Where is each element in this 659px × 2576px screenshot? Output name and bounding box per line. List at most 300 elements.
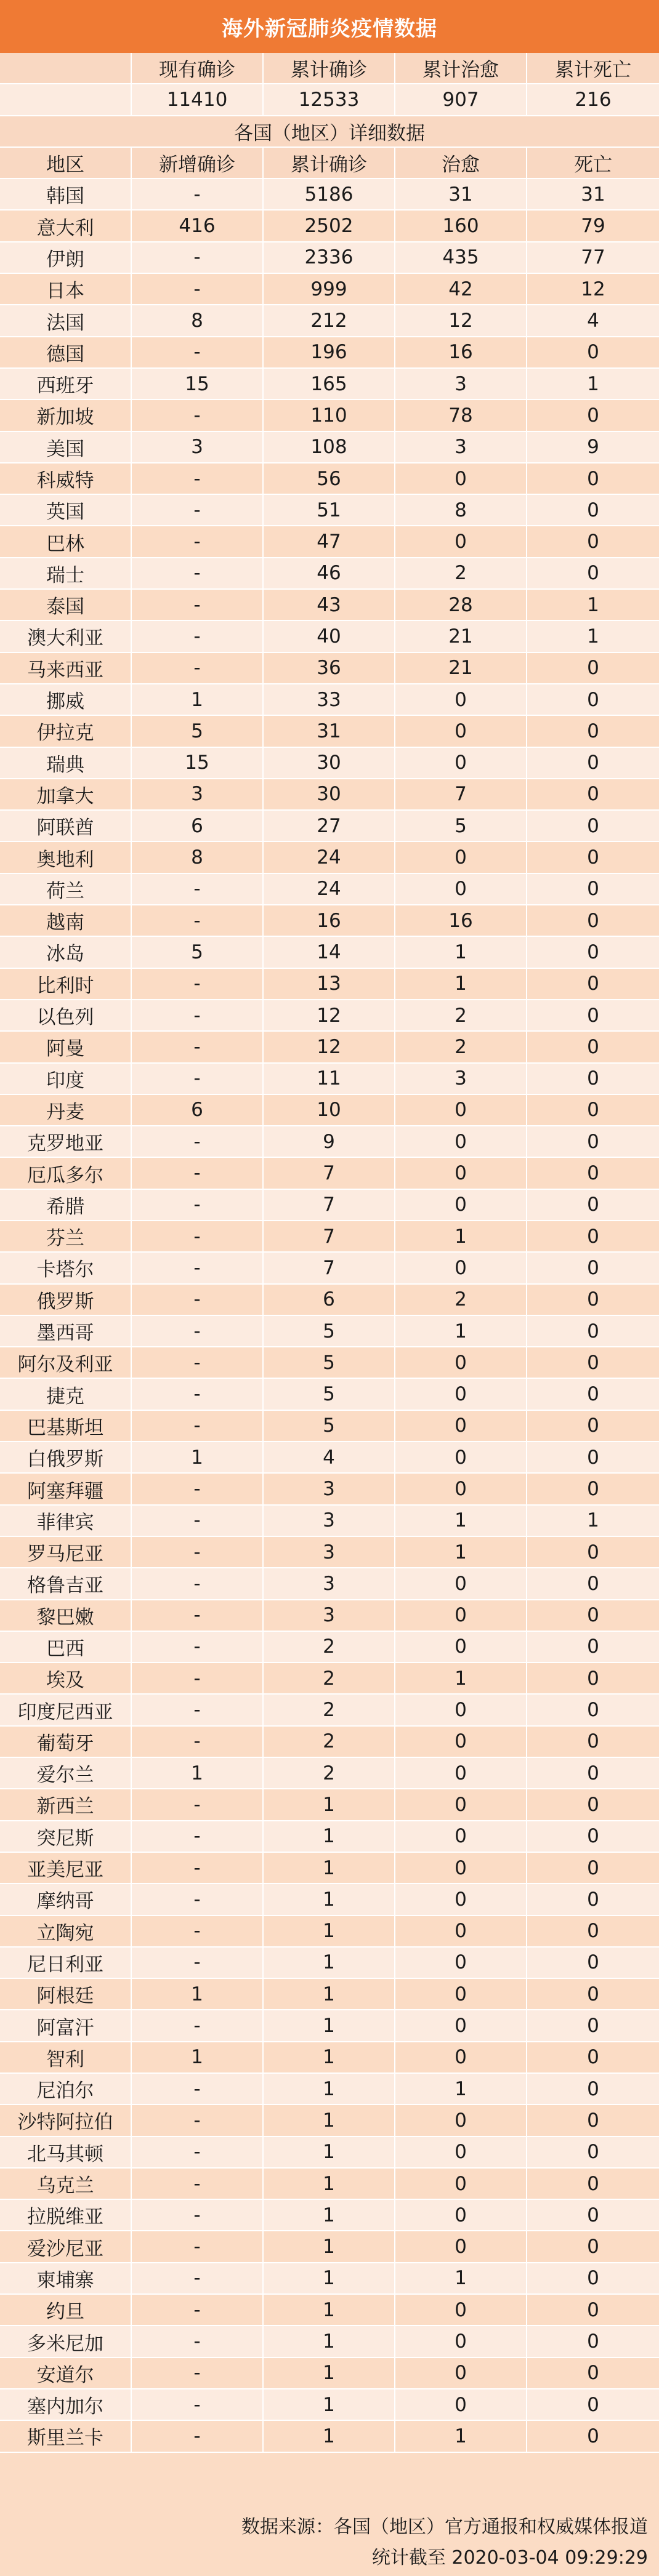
cell-new-confirmed: - [132,1568,264,1599]
footer-timestamp: 统计截至 2020-03-04 09:29:29 [371,2547,648,2569]
cell-region: 摩纳哥 [0,1884,132,1914]
cell-deaths: 0 [587,1194,599,1216]
cell-recovered: 0 [395,2326,527,2356]
detail-header-total: 累计确诊 [264,148,395,178]
cell-deaths: 0 [587,1067,599,1090]
table-row [0,1126,659,1158]
table-row [0,2105,659,2137]
cell-recovered: 0 [395,1095,527,1125]
cell-recovered: 2 [395,1000,527,1030]
cell-new-confirmed: 1 [132,684,264,715]
cell-total-confirmed: 1 [264,2137,395,2167]
cell-deaths: 0 [587,1825,599,1848]
cell-recovered: 1 [395,2263,527,2293]
cell-new-confirmed: 416 [132,211,264,241]
cell-region: 约旦 [0,2295,132,2325]
table-row [0,2231,659,2263]
table-row [0,937,659,968]
cell-total-confirmed: 1 [264,2263,395,2293]
cell-deaths: 0 [587,973,599,995]
cell-new-confirmed: - [132,179,264,209]
cell-new-confirmed: - [132,2389,264,2420]
cell-deaths: 0 [587,1320,599,1342]
summary-deaths-value: 216 [575,88,612,111]
table-row [0,1948,659,1979]
cell-region: 荷兰 [0,874,132,904]
table-row [0,684,659,716]
cell-recovered: 0 [395,2358,527,2388]
cell-deaths: 0 [587,1983,599,2005]
table-row [0,432,659,463]
cell-deaths: 0 [587,1920,599,1943]
cell-total-confirmed: 10 [264,1095,395,1125]
cell-total-confirmed: 1 [264,1789,395,1820]
cell-recovered: 0 [395,1379,527,1409]
summary-header-deaths: 累计死亡 [555,59,631,82]
cell-region: 挪威 [0,684,132,715]
cell-recovered: 78 [395,400,527,430]
cell-recovered: 0 [395,2042,527,2072]
cell-region: 德国 [0,337,132,367]
cell-deaths: 4 [587,310,599,332]
cell-deaths: 0 [587,404,599,427]
cell-recovered: 1 [395,1663,527,1693]
table-row [0,1758,659,1789]
cell-total-confirmed: 7 [264,1190,395,1220]
cell-deaths: 0 [587,531,599,553]
cell-recovered: 0 [395,2200,527,2230]
cell-total-confirmed: 1 [264,1948,395,1978]
detail-header-region: 地区 [0,148,132,178]
cell-new-confirmed: - [132,1695,264,1725]
cell-total-confirmed: 1 [264,2042,395,2072]
table-row [0,874,659,905]
cell-recovered: 0 [395,1347,527,1378]
cell-region: 瑞士 [0,558,132,588]
cell-total-confirmed: 2502 [264,211,395,241]
cell-new-confirmed: - [132,1064,264,1094]
cell-region: 柬埔寨 [0,2263,132,2293]
cell-region: 希腊 [0,1190,132,1220]
cell-total-confirmed: 12 [264,1000,395,1030]
cell-total-confirmed: 165 [264,369,395,399]
cell-new-confirmed: 5 [132,716,264,746]
table-row [0,1316,659,1347]
summary-recovered-value: 907 [395,84,527,114]
summary-total-value: 12533 [264,84,395,114]
table-row [0,2042,659,2074]
cell-new-confirmed: - [132,1537,264,1567]
cell-total-confirmed: 1 [264,2105,395,2135]
table-row [0,1000,659,1032]
cell-recovered: 1 [395,2074,527,2104]
cell-new-confirmed: - [132,1506,264,1536]
cell-region: 爱尔兰 [0,1758,132,1788]
table-row [0,243,659,274]
cell-recovered: 1 [395,2421,527,2451]
cell-deaths: 0 [587,2077,599,2100]
cell-new-confirmed: - [132,1411,264,1441]
table-row [0,2326,659,2357]
table-row [0,1600,659,1632]
cell-deaths: 0 [587,752,599,774]
cell-total-confirmed: 1 [264,1916,395,1946]
cell-new-confirmed: - [132,2200,264,2230]
detail-header-deaths: 死亡 [574,154,612,177]
cell-recovered: 0 [395,1695,527,1725]
cell-new-confirmed: - [132,874,264,904]
cell-total-confirmed: 33 [264,684,395,715]
cell-recovered: 0 [395,2295,527,2325]
detail-section-title: 各国（地区）详细数据 [0,116,659,148]
cell-region: 美国 [0,432,132,462]
table-row [0,1663,659,1695]
cell-region: 比利时 [0,969,132,999]
cell-recovered: 0 [395,1727,527,1757]
cell-new-confirmed: - [132,1474,264,1504]
cell-region: 菲律宾 [0,1506,132,1536]
cell-recovered: 0 [395,1474,527,1504]
table-row [0,1411,659,1442]
cell-recovered: 0 [395,1190,527,1220]
table-row [0,1285,659,1316]
table-row [0,274,659,305]
cell-recovered: 2 [395,1285,527,1315]
cell-new-confirmed: 1 [132,1758,264,1788]
table-row [0,969,659,1000]
cell-recovered: 0 [395,874,527,904]
table-row [0,2074,659,2105]
cell-new-confirmed: - [132,2231,264,2261]
cell-total-confirmed: 2 [264,1632,395,1662]
cell-total-confirmed: 43 [264,590,395,620]
cell-recovered: 0 [395,1632,527,1662]
cell-total-confirmed: 2 [264,1727,395,1757]
cell-total-confirmed: 2336 [264,243,395,273]
cell-region: 突尼斯 [0,1821,132,1852]
cell-deaths: 0 [587,1699,599,1722]
cell-new-confirmed: - [132,1600,264,1631]
cell-total-confirmed: 40 [264,621,395,651]
cell-recovered: 42 [395,274,527,304]
cell-new-confirmed: 3 [132,779,264,809]
cell-region: 巴基斯坦 [0,1411,132,1441]
cell-region: 巴西 [0,1632,132,1662]
cell-total-confirmed: 30 [264,779,395,809]
cell-region: 立陶宛 [0,1916,132,1946]
cell-region: 乌克兰 [0,2169,132,2199]
cell-total-confirmed: 3 [264,1537,395,1567]
cell-total-confirmed: 1 [264,2010,395,2040]
cell-deaths: 0 [587,1351,599,1374]
cell-region: 科威特 [0,463,132,494]
cell-total-confirmed: 5 [264,1316,395,1346]
table-row [0,1379,659,1410]
cell-new-confirmed: - [132,1158,264,1188]
cell-deaths: 0 [587,2015,599,2037]
cell-total-confirmed: 1 [264,2421,395,2451]
table-row [0,305,659,337]
cell-new-confirmed: 3 [132,432,264,462]
cell-total-confirmed: 5 [264,1379,395,1409]
cell-total-confirmed: 36 [264,653,395,683]
cell-new-confirmed: - [132,2326,264,2356]
cell-recovered: 0 [395,2010,527,2040]
cell-total-confirmed: 7 [264,1253,395,1283]
cell-region: 韩国 [0,179,132,209]
cell-total-confirmed: 2 [264,1758,395,1788]
cell-total-confirmed: 12 [264,1032,395,1062]
cell-region: 新加坡 [0,400,132,430]
cell-new-confirmed: - [132,2421,264,2451]
cell-region: 爱沙尼亚 [0,2231,132,2261]
cell-total-confirmed: 1 [264,2231,395,2261]
summary-values-blank [0,84,132,114]
cell-deaths: 0 [587,1604,599,1627]
cell-new-confirmed: - [132,1316,264,1346]
cell-recovered: 0 [395,1568,527,1599]
cell-total-confirmed: 1 [264,1853,395,1883]
cell-total-confirmed: 7 [264,1158,395,1188]
cell-recovered: 0 [395,1884,527,1914]
cell-recovered: 3 [395,369,527,399]
cell-region: 葡萄牙 [0,1727,132,1757]
cell-deaths: 0 [587,2362,599,2385]
cell-deaths: 0 [587,1541,599,1563]
cell-region: 捷克 [0,1379,132,1409]
cell-total-confirmed: 24 [264,874,395,904]
cell-deaths: 0 [587,657,599,680]
cell-deaths: 0 [587,2298,599,2321]
cell-region: 亚美尼亚 [0,1853,132,1883]
table-row [0,2200,659,2231]
table-row [0,2010,659,2042]
cell-total-confirmed: 27 [264,811,395,841]
cell-new-confirmed: - [132,905,264,936]
cell-deaths: 31 [581,183,605,206]
cell-total-confirmed: 1 [264,2169,395,2199]
cell-new-confirmed: - [132,2358,264,2388]
cell-deaths: 0 [587,688,599,711]
cell-recovered: 31 [395,179,527,209]
table-row [0,1884,659,1916]
cell-deaths: 0 [587,2425,599,2447]
table-row [0,211,659,242]
table-row [0,842,659,873]
cell-deaths: 0 [587,341,599,364]
page-title: 海外新冠肺炎疫情数据 [0,0,659,53]
table-row [0,2169,659,2200]
cell-region: 法国 [0,305,132,335]
cell-new-confirmed: - [132,2295,264,2325]
cell-total-confirmed: 1 [264,1979,395,2009]
table-row [0,1695,659,1726]
cell-deaths: 0 [587,1256,599,1279]
cell-new-confirmed: - [132,1853,264,1883]
cell-deaths: 1 [587,593,599,616]
cell-new-confirmed: - [132,2010,264,2040]
cell-new-confirmed: 1 [132,1979,264,2009]
cell-total-confirmed: 47 [264,526,395,556]
cell-recovered: 8 [395,495,527,525]
cell-recovered: 0 [395,1442,527,1472]
cell-new-confirmed: - [132,653,264,683]
cell-new-confirmed: - [132,969,264,999]
cell-region: 阿联酋 [0,811,132,841]
cell-new-confirmed: - [132,495,264,525]
cell-total-confirmed: 5 [264,1347,395,1378]
cell-deaths: 0 [587,909,599,932]
table-row [0,1064,659,1095]
cell-new-confirmed: - [132,2263,264,2293]
cell-deaths: 0 [587,1004,599,1027]
cell-region: 以色列 [0,1000,132,1030]
cell-recovered: 0 [395,684,527,715]
cell-recovered: 0 [395,2389,527,2420]
cell-new-confirmed: - [132,1948,264,1978]
cell-total-confirmed: 108 [264,432,395,462]
cell-recovered: 16 [395,905,527,936]
cell-region: 卡塔尔 [0,1253,132,1283]
cell-deaths: 0 [587,1288,599,1311]
cell-region: 安道尔 [0,2358,132,2388]
cell-region: 阿富汗 [0,2010,132,2040]
cell-recovered: 0 [395,526,527,556]
cell-recovered: 1 [395,1537,527,1567]
cell-region: 冰岛 [0,937,132,967]
table-row [0,463,659,495]
cell-recovered: 0 [395,2231,527,2261]
cell-deaths: 0 [587,720,599,742]
cell-deaths: 0 [587,2046,599,2069]
cell-new-confirmed: 8 [132,842,264,872]
table-row [0,1727,659,1758]
table-row [0,2389,659,2421]
cell-new-confirmed: - [132,590,264,620]
cell-new-confirmed: - [132,1190,264,1220]
cell-total-confirmed: 110 [264,400,395,430]
cell-region: 泰国 [0,590,132,620]
table-row [0,1853,659,1884]
cell-recovered: 435 [395,243,527,273]
cell-total-confirmed: 46 [264,558,395,588]
cell-recovered: 0 [395,2105,527,2135]
cell-recovered: 0 [395,1821,527,1852]
cell-deaths: 0 [587,2393,599,2416]
cell-total-confirmed: 4 [264,1442,395,1472]
cell-recovered: 1 [395,969,527,999]
cell-new-confirmed: - [132,1632,264,1662]
cell-recovered: 1 [395,937,527,967]
cell-recovered: 3 [395,1064,527,1094]
cell-recovered: 0 [395,1979,527,2009]
cell-region: 芬兰 [0,1221,132,1251]
table-row [0,590,659,621]
cell-region: 瑞典 [0,748,132,778]
cell-deaths: 0 [587,1856,599,1879]
cell-recovered: 0 [395,1600,527,1631]
cell-recovered: 1 [395,1221,527,1251]
table-row [0,2421,659,2452]
cell-deaths: 0 [587,783,599,806]
cell-recovered: 0 [395,1411,527,1441]
table-row [0,748,659,779]
cell-deaths: 9 [587,436,599,459]
cell-new-confirmed: 6 [132,1095,264,1125]
cell-recovered: 0 [395,748,527,778]
cell-recovered: 0 [395,1758,527,1788]
table-row [0,1979,659,2010]
cell-deaths: 0 [587,467,599,490]
cell-new-confirmed: - [132,2169,264,2199]
cell-new-confirmed: 1 [132,1442,264,1472]
cell-total-confirmed: 1 [264,2326,395,2356]
cell-new-confirmed: - [132,1285,264,1315]
cell-region: 厄瓜多尔 [0,1158,132,1188]
cell-total-confirmed: 16 [264,905,395,936]
cell-new-confirmed: - [132,243,264,273]
cell-region: 黎巴嫩 [0,1600,132,1631]
cell-region: 阿根廷 [0,1979,132,2009]
table-row [0,495,659,526]
table-row [0,1789,659,1821]
cell-new-confirmed: - [132,621,264,651]
cell-region: 多米尼加 [0,2326,132,2356]
cell-new-confirmed: - [132,2137,264,2167]
cell-deaths: 0 [587,1951,599,1974]
cell-region: 克罗地亚 [0,1126,132,1157]
cell-region: 斯里兰卡 [0,2421,132,2451]
cell-total-confirmed: 5 [264,1411,395,1441]
cell-recovered: 3 [395,432,527,462]
cell-deaths: 0 [587,1225,599,1248]
cell-total-confirmed: 3 [264,1474,395,1504]
table-row [0,653,659,684]
cell-deaths: 1 [587,372,599,395]
cell-deaths: 0 [587,1572,599,1595]
table-row [0,179,659,211]
detail-header-recovered: 治愈 [395,148,527,178]
cell-deaths: 0 [587,941,599,963]
summary-header-current: 现有确诊 [132,53,264,83]
table-row [0,1158,659,1189]
cell-new-confirmed: - [132,274,264,304]
cell-deaths: 0 [587,1162,599,1185]
cell-deaths: 0 [587,1730,599,1753]
cell-deaths: 0 [587,2109,599,2132]
cell-region: 罗马尼亚 [0,1537,132,1567]
cell-new-confirmed: - [132,1789,264,1820]
cell-deaths: 0 [587,1762,599,1784]
table-row [0,811,659,842]
table-row [0,621,659,652]
table-row [0,1032,659,1063]
cell-deaths: 0 [587,2172,599,2195]
cell-region: 阿曼 [0,1032,132,1062]
table-row [0,1347,659,1379]
cell-region: 阿塞拜疆 [0,1474,132,1504]
cell-recovered: 2 [395,558,527,588]
summary-header-blank [0,53,132,83]
table-row [0,779,659,811]
cell-recovered: 0 [395,1126,527,1157]
table-row [0,1253,659,1284]
cell-new-confirmed: 1 [132,2042,264,2072]
cell-new-confirmed: 8 [132,305,264,335]
cell-recovered: 0 [395,2169,527,2199]
cell-new-confirmed: - [132,558,264,588]
cell-region: 西班牙 [0,369,132,399]
